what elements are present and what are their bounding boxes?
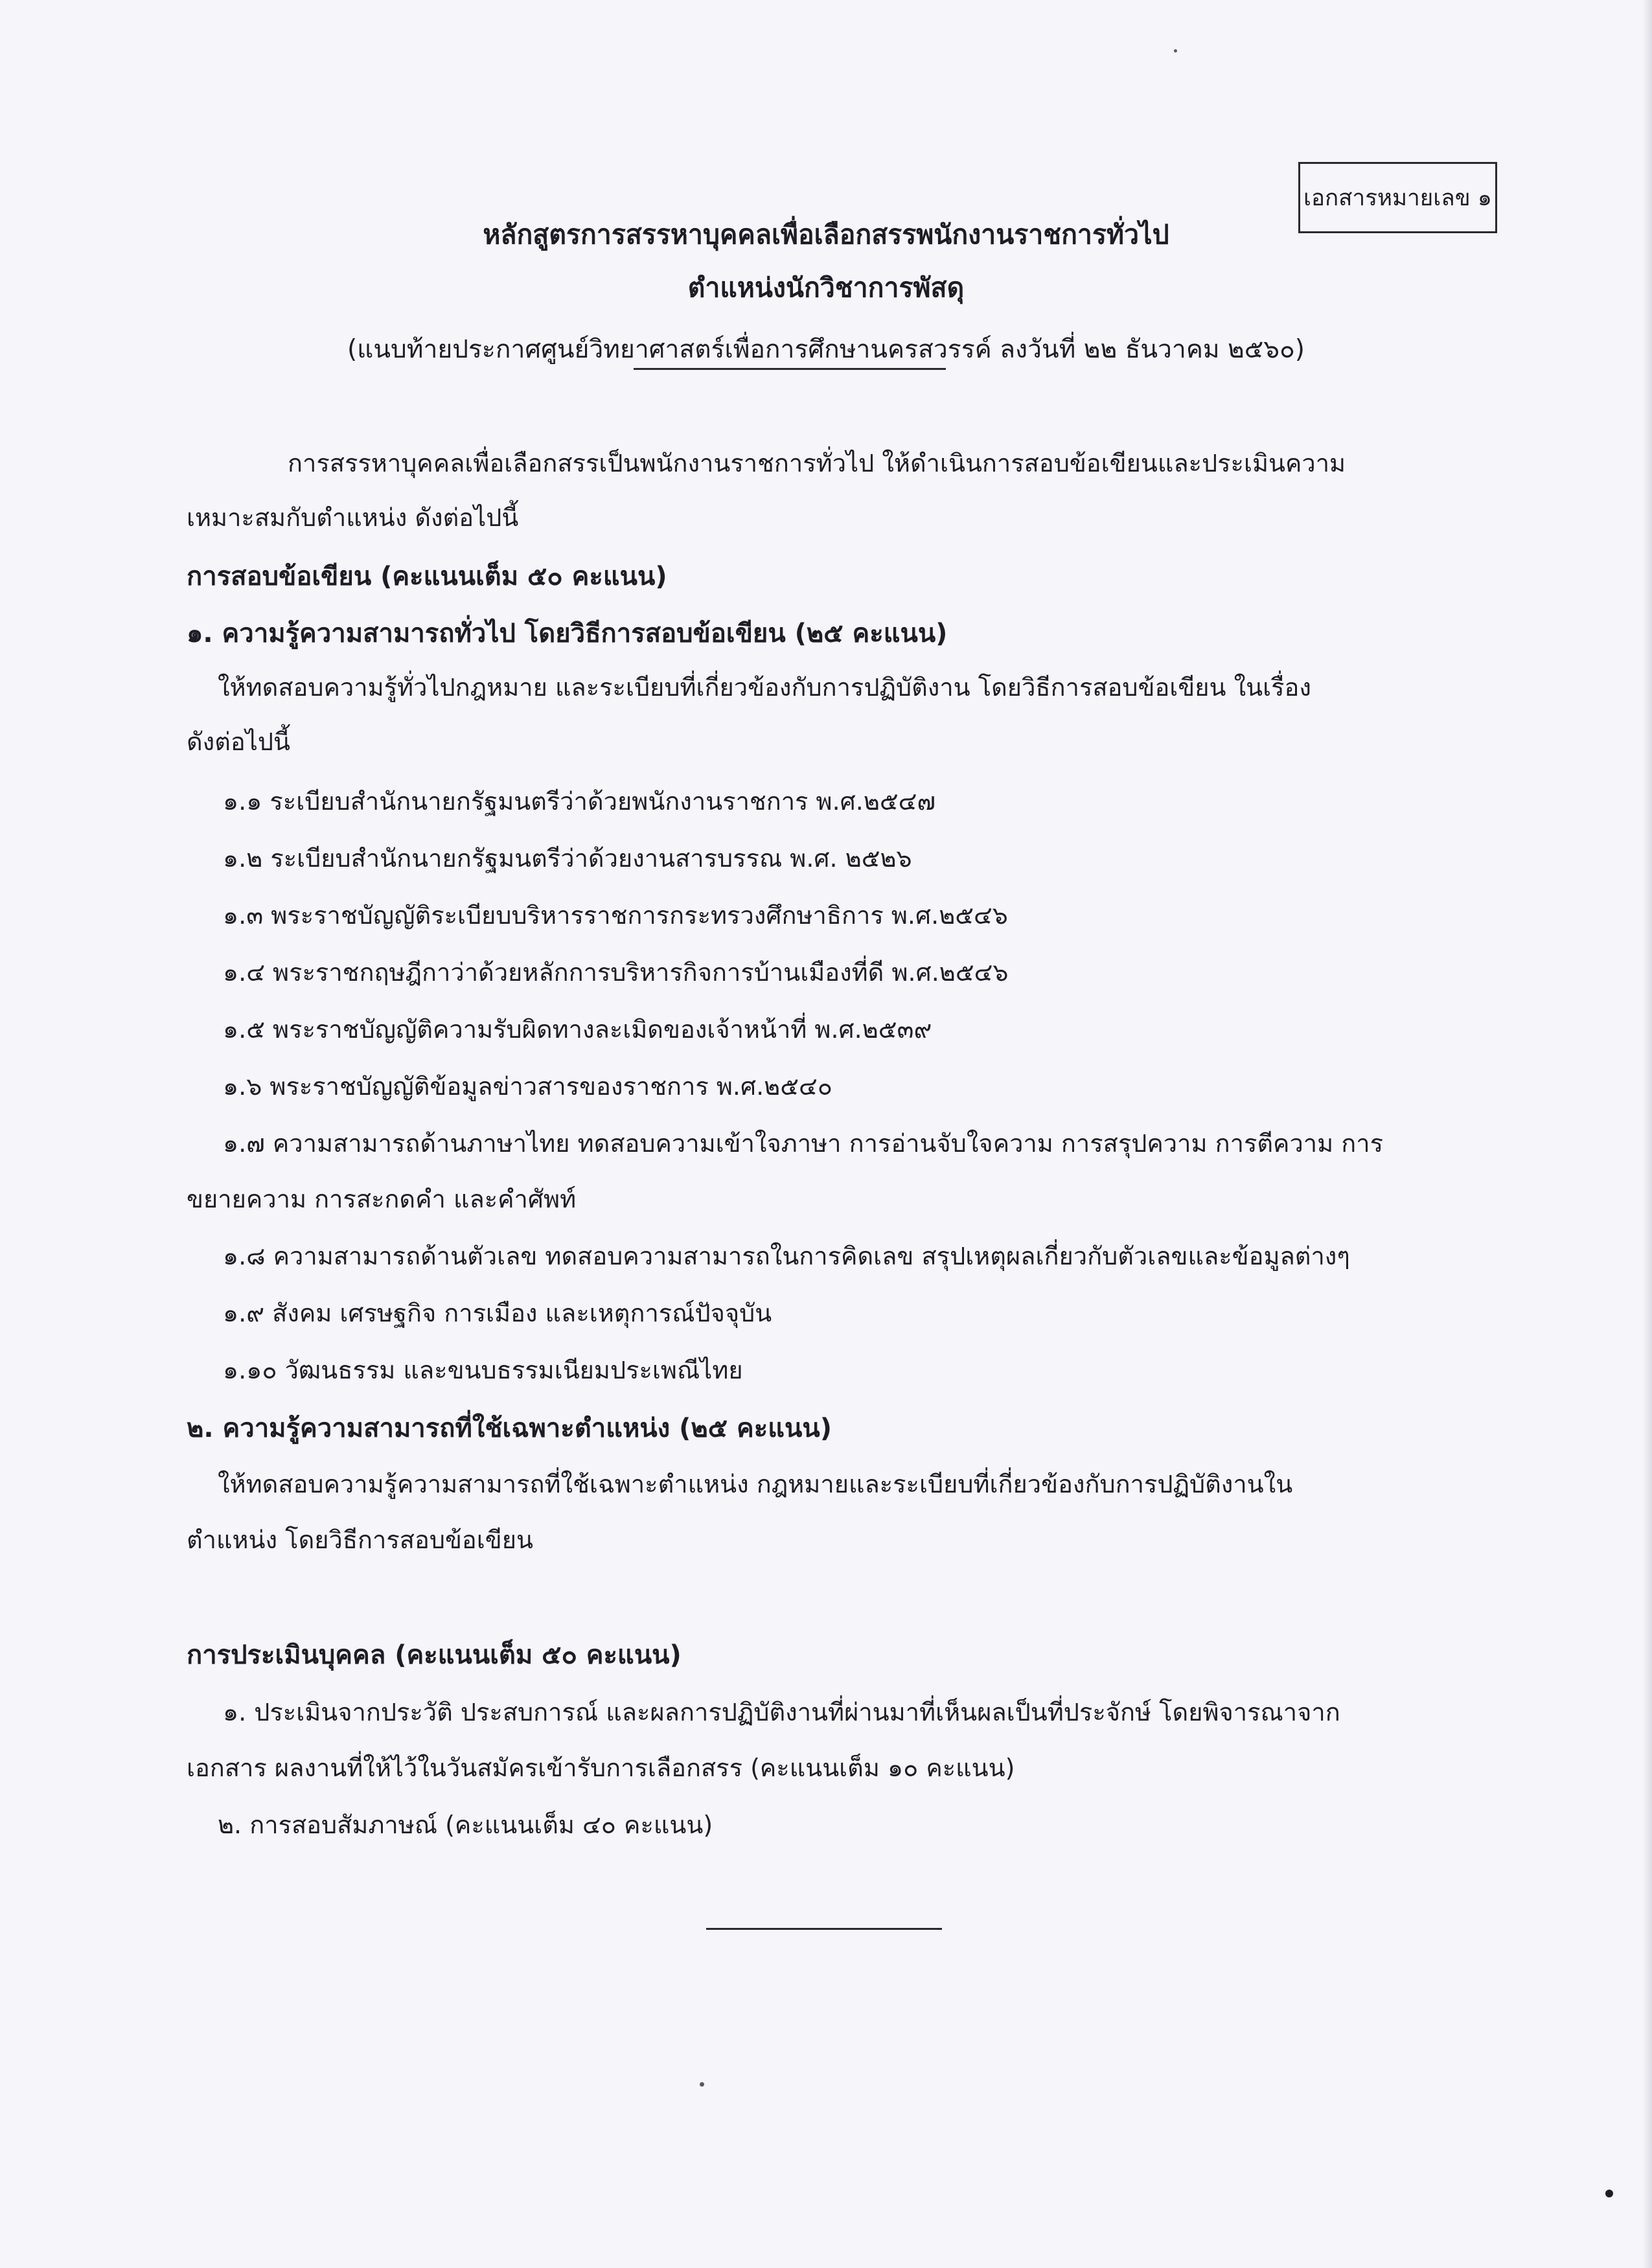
- scan-speck: [1174, 49, 1177, 52]
- subtitle: (แนบท้ายประกาศศูนย์วิทยาศาสตร์เพื่อการศึกษานครสวรรค์ ลงวันที่ ๒๒ ธันวาคม ๒๕๖๐): [347, 335, 1305, 364]
- list-item-1-3: ๑.๓ พระราชบัญญัติระเบียบบริหารราชการกระทรวงศึกษาธิการ พ.ศ.๒๕๔๖: [223, 901, 1008, 930]
- list-item-1-8: ๑.๘ ความสามารถด้านตัวเลข ทดสอบความสามารถในการคิดเลข สรุปเหตุผลเกี่ยวกับตัวเลขและข้อมูลต่างๆ: [223, 1242, 1350, 1270]
- scan-speck: [1605, 2190, 1613, 2197]
- evaluation-item-1: ๑. ประเมินจากประวัติ ประสบการณ์ และผลการปฏิบัติงานที่ผ่านมาที่เห็นผลเป็นที่ประจักษ์ โดยพิจารณาจาก: [223, 1698, 1340, 1726]
- title-line-1: หลักสูตรการสรรหาบุคคลเพื่อเลือกสรรพนักงานราชการทั่วไป: [483, 219, 1169, 250]
- list-item-1-9: ๑.๙ สังคม เศรษฐกิจ การเมือง และเหตุการณ์ปัจจุบัน: [223, 1299, 772, 1327]
- intro-line-1: การสรรหาบุคคลเพื่อเลือกสรรเป็นพนักงานราชการทั่วไป ให้ดำเนินการสอบข้อเขียนและประเมินความ: [288, 449, 1346, 477]
- section-2-desc-2: ตำแหน่ง โดยวิธีการสอบข้อเขียน: [187, 1526, 533, 1554]
- section-2-heading: ๒. ความรู้ความสามารถที่ใช้เฉพาะตำแหน่ง (๒๕ คะแนน): [187, 1414, 832, 1443]
- section-2-desc-1: ให้ทดสอบความรู้ความสามารถที่ใช้เฉพาะตำแหน่ง กฎหมายและระเบียบที่เกี่ยวข้องกับการปฏิบัติงานใน: [218, 1470, 1293, 1498]
- list-item-1-5: ๑.๕ พระราชบัญญัติความรับผิดทางละเมิดของเจ้าหน้าที่ พ.ศ.๒๕๓๙: [223, 1015, 932, 1044]
- section-1-heading: ๑. ความรู้ความสามารถทั่วไป โดยวิธีการสอบข้อเขียน (๒๕ คะแนน): [187, 619, 948, 648]
- section-1-desc-2: ดังต่อไปนี้: [187, 727, 290, 756]
- list-item-1-7: ๑.๗ ความสามารถด้านภาษาไทย ทดสอบความเข้าใจภาษา การอ่านจับใจความ การสรุปความ การตีความ การ: [223, 1129, 1384, 1158]
- list-item-1-10: ๑.๑๐ วัฒนธรรม และขนบธรรมเนียมประเพณีไทย: [223, 1356, 743, 1384]
- evaluation-item-2: ๒. การสอบสัมภาษณ์ (คะแนนเต็ม ๔๐ คะแนน): [218, 1811, 713, 1839]
- section-1-desc-1: ให้ทดสอบความรู้ทั่วไปกฎหมาย และระเบียบที่เกี่ยวข้องกับการปฏิบัติงาน โดยวิธีการสอบข้อเขียน ในเรื่อง: [218, 673, 1311, 702]
- evaluation-item-1-cont: เอกสาร ผลงานที่ให้ไว้ในวันสมัครเข้ารับการเลือกสรร (คะแนนเต็ม ๑๐ คะแนน): [187, 1754, 1015, 1782]
- title-line-2: ตำแหน่งนักวิชาการพัสดุ: [687, 272, 965, 303]
- document-number: เอกสารหมายเลข ๑: [1303, 185, 1492, 211]
- list-item-1-6: ๑.๖ พระราชบัญญัติข้อมูลข่าวสารของราชการ พ.ศ.๒๕๔๐: [223, 1072, 832, 1101]
- end-rule: [706, 1928, 942, 1930]
- list-item-1-7-cont: ขยายความ การสะกดคำ และคำศัพท์: [187, 1185, 577, 1213]
- intro-line-2: เหมาะสมกับตำแหน่ง ดังต่อไปนี้: [187, 503, 519, 532]
- list-item-1-4: ๑.๔ พระราชกฤษฎีกาว่าด้วยหลักการบริหารกิจการบ้านเมืองที่ดี พ.ศ.๒๕๔๖: [223, 958, 1009, 987]
- list-item-1-1: ๑.๑ ระเบียบสำนักนายกรัฐมนตรีว่าด้วยพนักงานราชการ พ.ศ.๒๕๔๗: [223, 787, 936, 816]
- scan-speck: [700, 2082, 704, 2087]
- subtitle-underline: [634, 368, 946, 370]
- written-exam-heading: การสอบข้อเขียน (คะแนนเต็ม ๕๐ คะแนน): [187, 562, 667, 591]
- evaluation-heading: การประเมินบุคคล (คะแนนเต็ม ๕๐ คะแนน): [187, 1640, 682, 1670]
- list-item-1-2: ๑.๒ ระเบียบสำนักนายกรัฐมนตรีว่าด้วยงานสารบรรณ พ.ศ. ๒๕๒๖: [223, 844, 912, 873]
